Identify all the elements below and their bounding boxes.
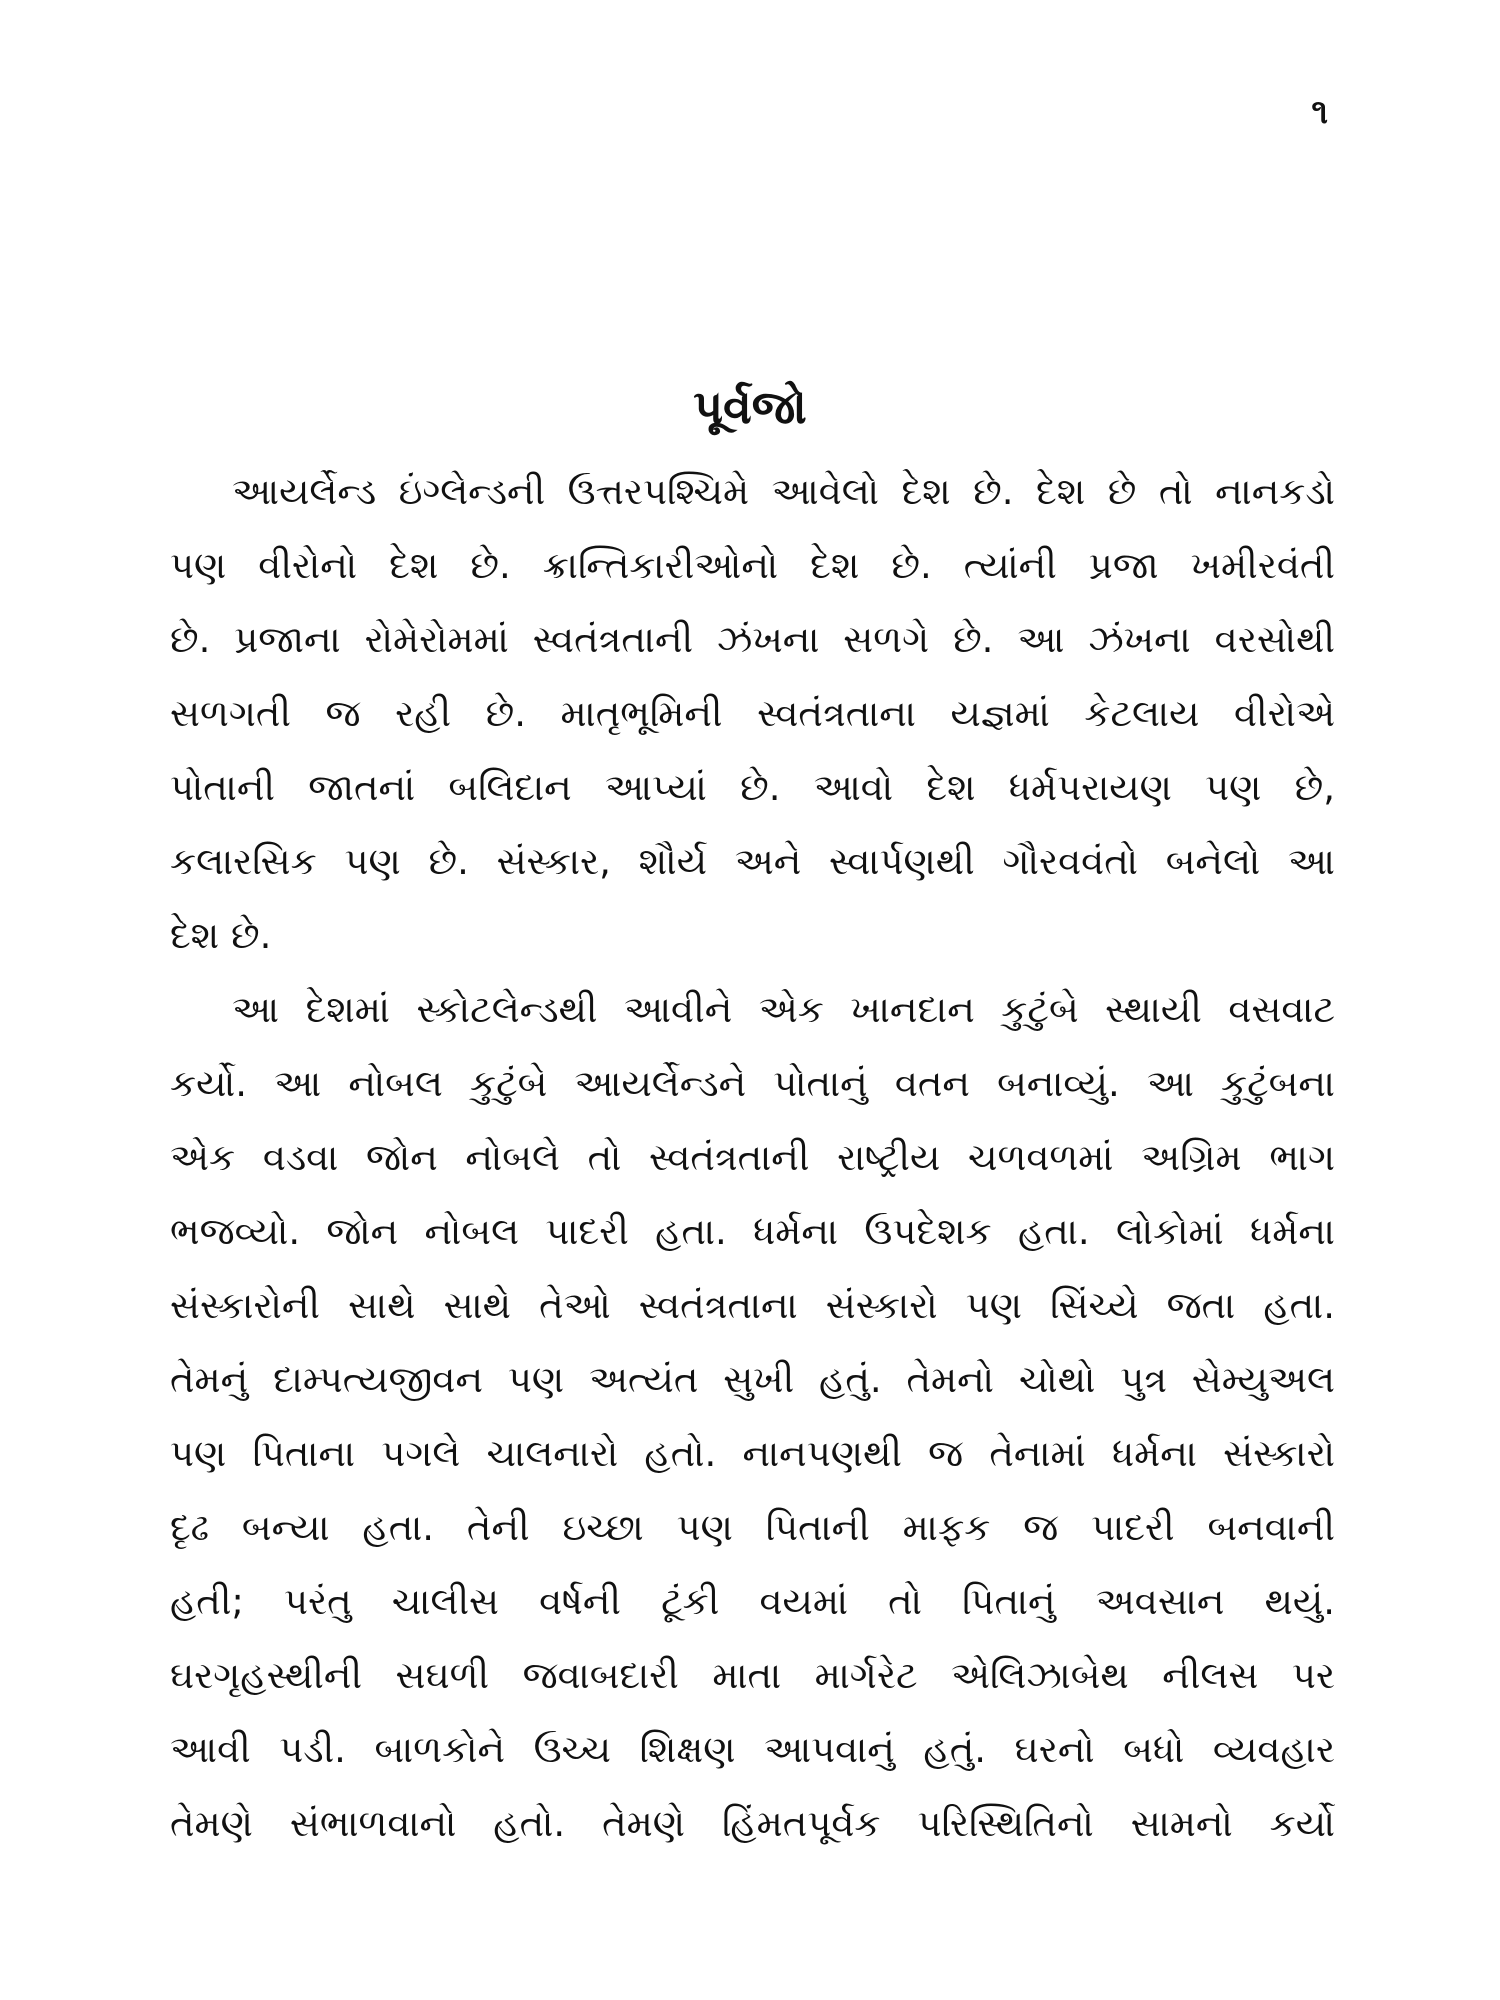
text-line: પણ વીરોનો દેશ છે. ક્રાન્તિકારીઓનો દેશ છે. ત્યાંની પ્રજા ખમીરવંતી <box>170 544 1335 587</box>
paragraph-1 <box>170 455 1335 973</box>
text-line: છે. પ્રજાના રોમેરોમમાં સ્વતંત્રતાની ઝંખના સળગે છે. આ ઝંખના વરસોથી <box>170 618 1335 661</box>
text-line: તેમનું દામ્પત્યજીવન પણ અત્યંત સુખી હતું. તેમનો ચોથો પુત્ર સેમ્યુઅલ <box>170 1358 1335 1401</box>
text-line: તેમણે સંભાળવાનો હતો. તેમણે હિંમતપૂર્વક પરિસ્થિતિનો સામનો કર્યો <box>170 1802 1335 1845</box>
text-line: દૃઢ બન્યા હતા. તેની ઇચ્છા પણ પિતાની માફક જ પાદરી બનવાની <box>170 1506 1335 1549</box>
text-line: પોતાની જાતનાં બલિદાન આપ્યાં છે. આવો દેશ ધર્મપરાયણ પણ છે, <box>170 766 1335 809</box>
text-line: સંસ્કારોની સાથે સાથે તેઓ સ્વતંત્રતાના સંસ્કારો પણ સિંચ્યે જતા હતા. <box>170 1284 1335 1327</box>
text-line: પણ પિતાના પગલે ચાલનારો હતો. નાનપણથી જ તેનામાં ધર્મના સંસ્કારો <box>170 1432 1335 1475</box>
paragraph-2 <box>170 973 1335 1861</box>
body-text <box>170 455 1335 1861</box>
text-line: કર્યો. આ નોબલ કુટુંબે આયર્લેન્ડને પોતાનું વતન બનાવ્યું. આ કુટુંબના <box>170 1062 1335 1105</box>
text-line: આ દેશમાં સ્કોટલેન્ડથી આવીને એક ખાનદાન કુટુંબે સ્થાયી વસવાટ <box>232 988 1335 1031</box>
text-line: એક વડવા જોન નોબલે તો સ્વતંત્રતાની રાષ્ટ્રીય ચળવળમાં અગ્રિમ ભાગ <box>170 1136 1335 1179</box>
text-line: આવી પડી. બાળકોને ઉચ્ચ શિક્ષણ આપવાનું હતું. ઘરનો બધો વ્યવહાર <box>170 1728 1335 1771</box>
chapter-title: પૂર્વજો <box>693 380 807 434</box>
text-line: કલારસિક પણ છે. સંસ્કાર, શૌર્ય અને સ્વાર્પણથી ગૌરવવંતો બનેલો આ <box>170 840 1335 883</box>
page-number: ૧ <box>1311 92 1328 132</box>
text-line: ઘરગૃહસ્થીની સઘળી જવાબદારી માતા માર્ગરેટ એલિઝાબેથ નીલસ પર <box>170 1654 1335 1697</box>
text-line: ભજવ્યો. જોન નોબલ પાદરી હતા. ધર્મના ઉપદેશક હતા. લોકોમાં ધર્મના <box>170 1210 1335 1253</box>
text-line: દેશ છે. <box>170 914 272 957</box>
text-line: આયર્લેન્ડ ઇંગ્લેન્ડની ઉત્તરપશ્ચિમે આવેલો દેશ છે. દેશ છે તો નાનકડો <box>232 470 1335 513</box>
text-line: હતી; પરંતુ ચાલીસ વર્ષની ટૂંકી વયમાં તો પિતાનું અવસાન થયું. <box>170 1580 1335 1623</box>
text-line: સળગતી જ રહી છે. માતૃભૂમિની સ્વતંત્રતાના યજ્ઞમાં કેટલાય વીરોએ <box>170 692 1335 735</box>
